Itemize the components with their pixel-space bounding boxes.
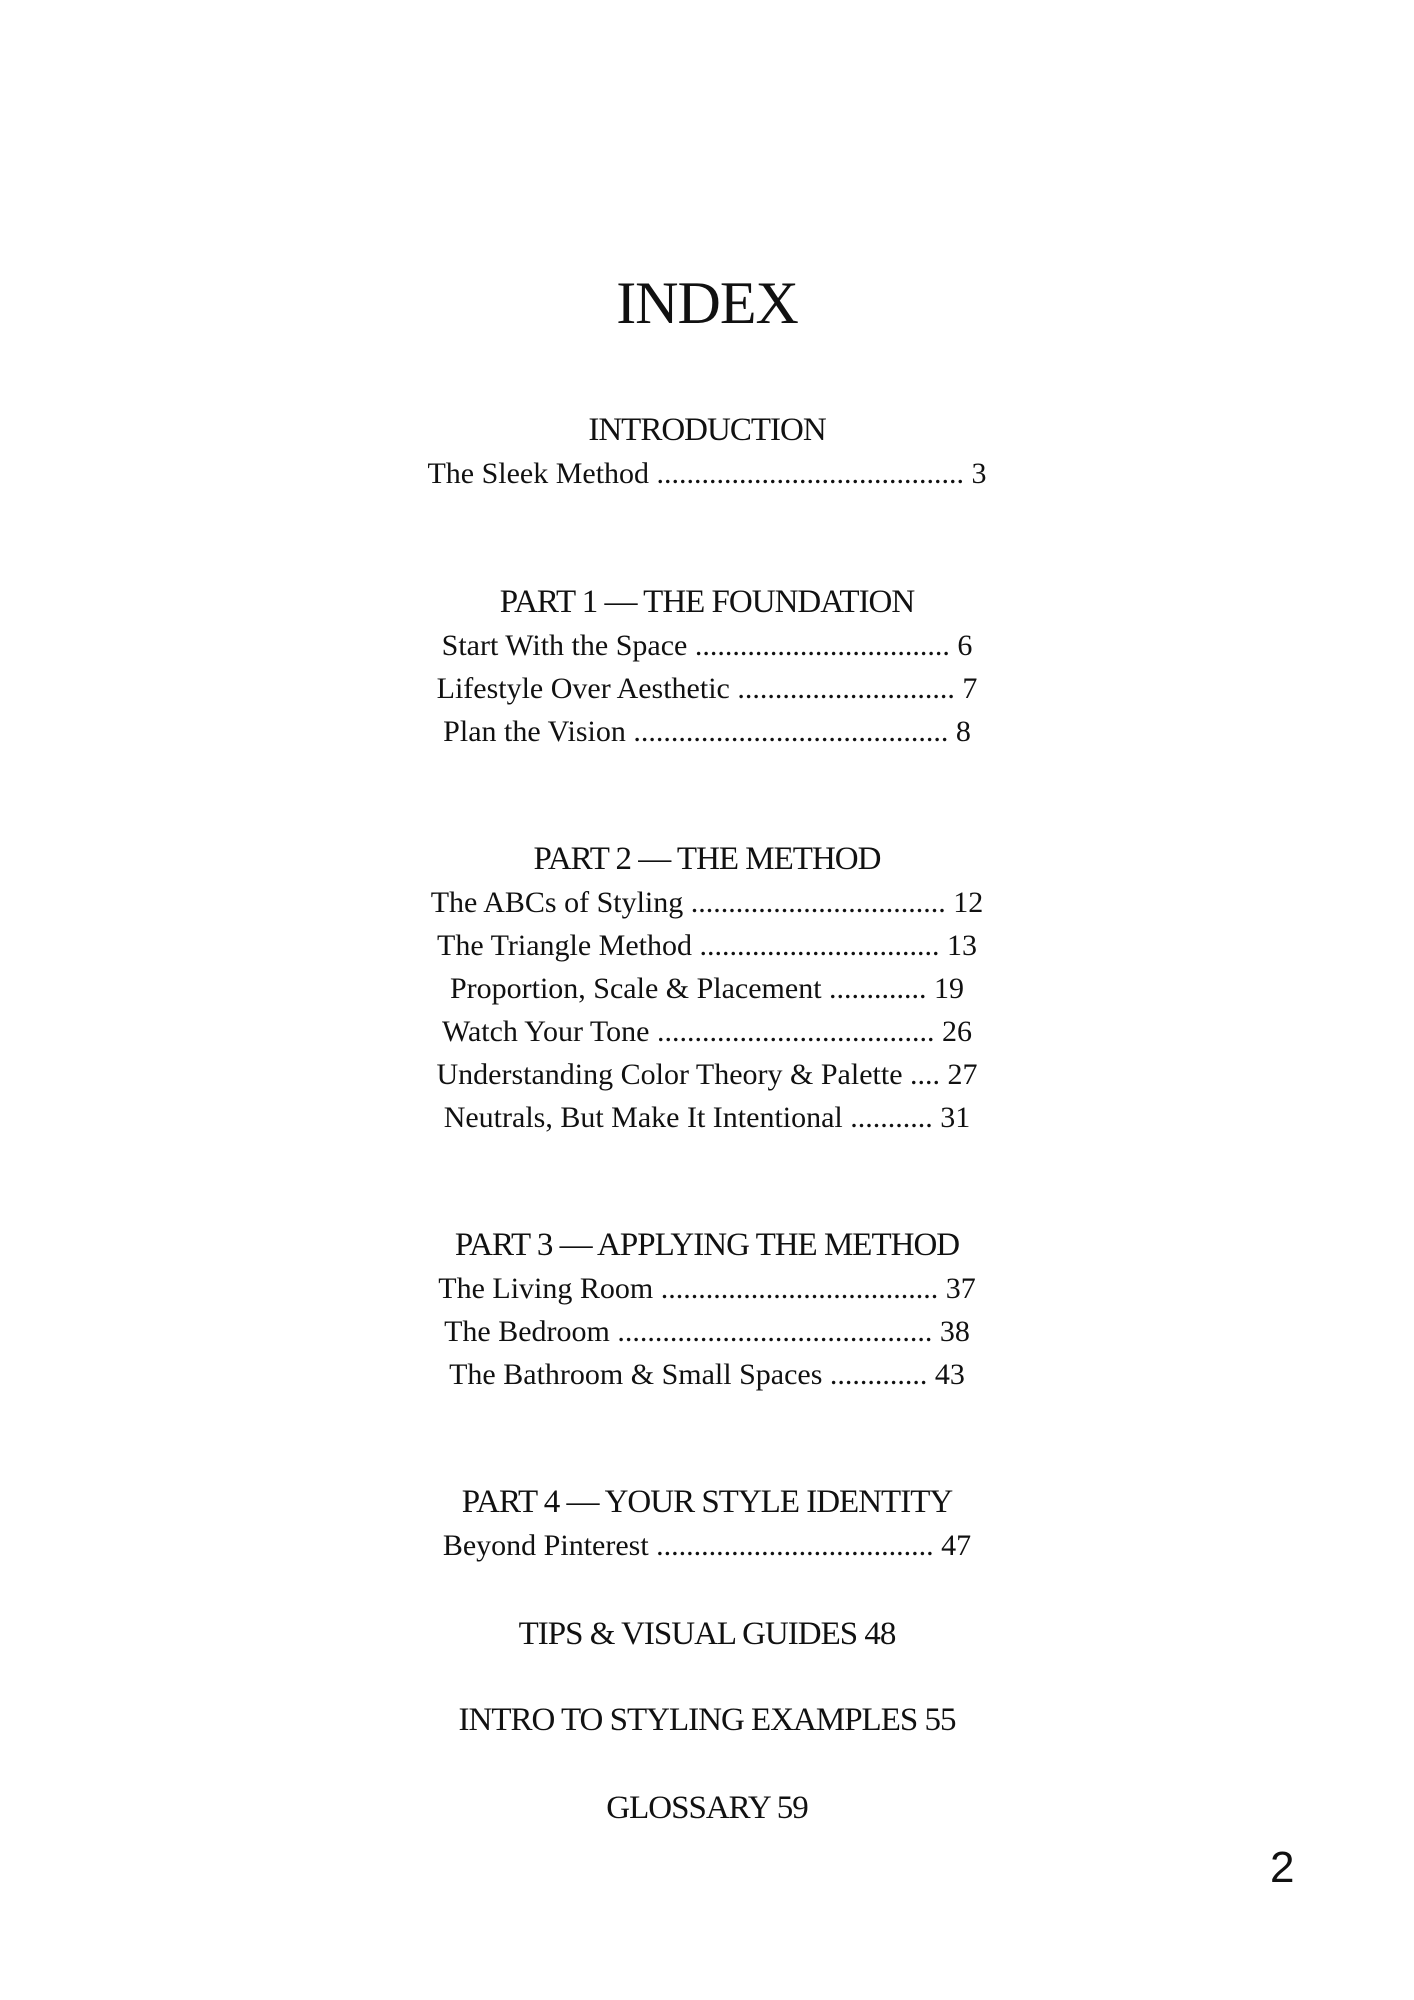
toc-entry[interactable]: The Bedroom .......................................... 38 (444, 1315, 970, 1348)
section-heading: PART 4 — YOUR STYLE IDENTITY (461, 1484, 953, 1520)
toc-entry[interactable]: The Sleek Method ......................................... 3 (427, 457, 987, 490)
section-heading: PART 1 — THE FOUNDATION (499, 584, 915, 620)
toc-entry[interactable]: Neutrals, But Make It Intentional ........... 31 (443, 1101, 971, 1134)
page-number: 2 (1270, 1843, 1295, 1892)
toc-section-part-1 (0, 580, 1414, 753)
section-heading: INTRODUCTION (588, 412, 826, 448)
section-heading: PART 2 — THE METHOD (533, 841, 881, 877)
toc-tips-visual-guides[interactable]: TIPS & VISUAL GUIDES 48 (518, 1616, 896, 1652)
toc-glossary[interactable]: GLOSSARY 59 (606, 1790, 808, 1826)
toc-section-part-3 (0, 1223, 1414, 1396)
toc-entry[interactable]: Plan the Vision .......................................... 8 (443, 715, 971, 748)
toc-entry[interactable]: The Triangle Method ................................ 13 (437, 929, 977, 962)
toc-entry[interactable]: Understanding Color Theory & Palette .... 27 (436, 1058, 978, 1091)
toc-intro-styling-examples[interactable]: INTRO TO STYLING EXAMPLES 55 (458, 1702, 956, 1738)
toc-section-introduction (0, 408, 1414, 495)
toc-entry[interactable]: Start With the Space .................................. 6 (441, 629, 973, 662)
toc-entry[interactable]: Proportion, Scale & Placement ............. 19 (449, 972, 965, 1005)
toc-section-part-4 (0, 1480, 1414, 1567)
toc-entry[interactable]: The ABCs of Styling .................................. 12 (430, 886, 984, 919)
section-heading: PART 3 — APPLYING THE METHOD (454, 1227, 960, 1263)
toc-entry[interactable]: The Living Room ..................................... 37 (438, 1272, 976, 1305)
page-title: INDEX (616, 270, 798, 336)
toc-entry[interactable]: The Bathroom & Small Spaces ............. 43 (449, 1358, 965, 1391)
toc-entry[interactable]: Beyond Pinterest ..................................... 47 (442, 1529, 972, 1562)
toc-section-part-2 (0, 837, 1414, 1139)
toc-entry[interactable]: Lifestyle Over Aesthetic ............................. 7 (436, 672, 978, 705)
toc-entry[interactable]: Watch Your Tone ..................................... 26 (442, 1015, 972, 1048)
